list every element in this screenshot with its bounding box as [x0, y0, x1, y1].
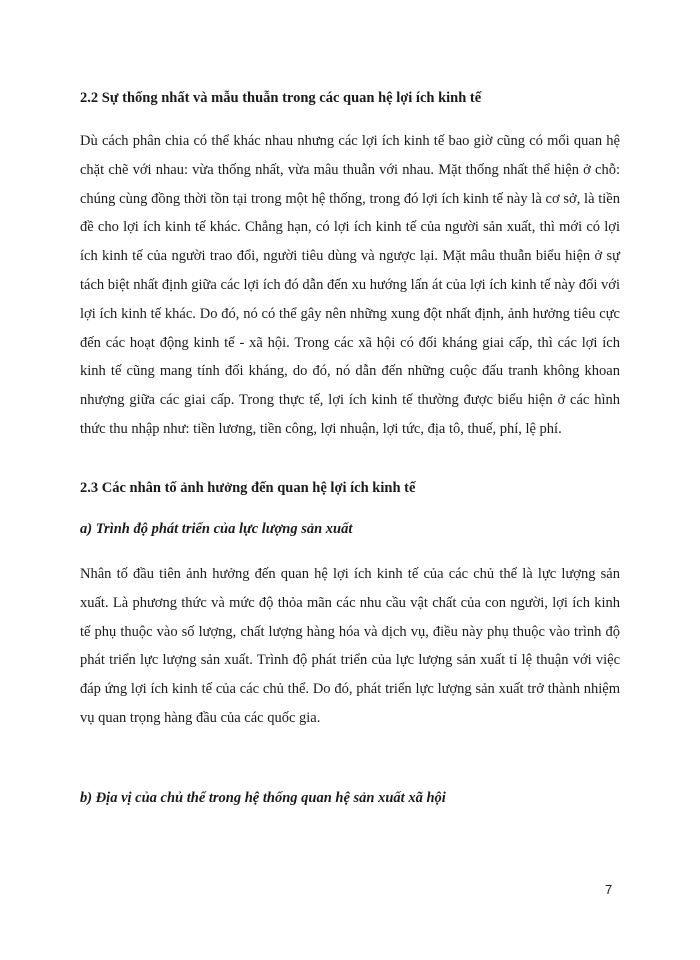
section-2-2-heading: 2.2 Sự thống nhất và mẫu thuẫn trong các quan hệ lợi ích kinh tế — [80, 90, 482, 106]
subsection-a-paragraph: Nhân tố đầu tiên ảnh hưởng đến quan hệ lợi ích kinh tế của các chủ thể là lực lượng sản xuất. Là phương thức và mức độ thỏa mãn các nhu cầu vật chất của con người, lợi ích kinh tế phụ thuộc vào số lượng, chất lượng hàng hóa và dịch vụ, điều này phụ thuộc vào trình độ phát triển lực lượng sản xuất. Trình độ phát triển của lực lượng sản xuất tỉ lệ thuận với việc đáp ứng lợi ích kinh tế của các chủ thể. Do đó, phát triển lực lượng sản xuất trở thành nhiệm vụ quan trọng hàng đầu của các quốc gia. — [80, 566, 620, 726]
subsection-b-heading: b) Địa vị của chủ thể trong hệ thống quan hệ sản xuất xã hội — [80, 790, 446, 806]
page-number: 7 — [605, 882, 613, 897]
section-2-2-paragraph: Dù cách phân chia có thể khác nhau nhưng các lợi ích kinh tế bao giờ cũng có mối quan hệ chặt chẽ với nhau: vừa thống nhất, vừa mâu thuẫn với nhau. Mặt thống nhất thể hiện ở chỗ: chúng cùng đồng thời tồn tại trong một hệ thống, trong đó lợi ích kinh tế này là cơ sở, là tiền đề cho lợi ích kinh tế khác. Chẳng hạn, có lợi ích kinh tế của người sản xuất, thì mới có lợi ích kinh tế của người trao đổi, người tiêu dùng và ngược lại. Mặt mâu thuẫn biểu hiện ở sự tách biệt nhất định giữa các lợi ích đó dẫn đến xu hướng lấn át của lợi ích kinh tế này đối với lợi ích kinh tế khác. Do đó, nó có thể gây nên những xung đột nhất định, ảnh hưởng tiêu cực đến các hoạt động kinh tế - xã hội. Trong các xã hội có đối kháng giai cấp, thì các lợi ích kinh tế cũng mang tính đối kháng, do đó, nó dẫn đến những cuộc đấu tranh không khoan nhượng giữa các giai cấp. Trong thực tế, lợi ích kinh tế thường được biểu hiện ở các hình thức thu nhập như: tiền lương, tiền công, lợi nhuận, lợi tức, địa tô, thuế, phí, lệ phí. — [80, 133, 620, 437]
section-2-3-heading: 2.3 Các nhân tố ảnh hưởng đến quan hệ lợi ích kinh tế — [80, 480, 416, 496]
subsection-a-heading: a) Trình độ phát triển của lực lượng sản xuất — [80, 521, 353, 537]
